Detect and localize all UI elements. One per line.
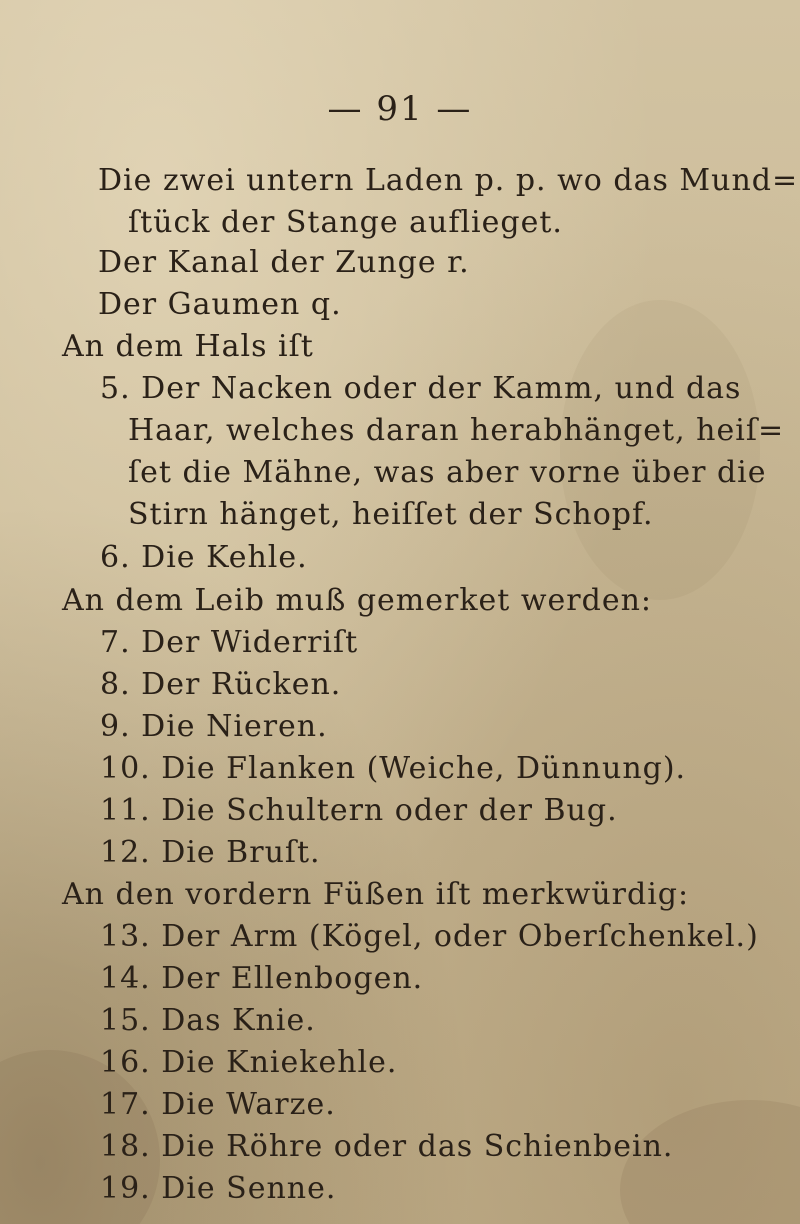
text-line: Der Kanal der Zunge r. (98, 245, 470, 280)
text-line: Der Gaumen q. (98, 287, 342, 322)
page-header: — 91 — (327, 89, 473, 129)
text-line: ſet die Mähne, was aber vorne über die (128, 455, 767, 490)
list-item: 13. Der Arm (Kögel, oder Oberſchenkel.) (100, 919, 759, 954)
list-item: 15. Das Knie. (100, 1003, 316, 1038)
section-heading: An dem Hals iſt (62, 329, 314, 364)
list-item: 16. Die Kniekehle. (100, 1045, 398, 1080)
paper-stain (560, 300, 760, 600)
list-item: 12. Die Bruſt. (100, 835, 321, 870)
text-line: Haar, welches daran herabhänget, heiſ= (128, 413, 785, 448)
list-item: 11. Die Schultern oder der Bug. (100, 793, 618, 828)
list-item: 19. Die Senne. (100, 1171, 337, 1206)
text-line: ſtück der Stange auflieget. (128, 205, 563, 240)
section-heading: An dem Leib muß gemerket werden: (62, 583, 653, 618)
list-item: 17. Die Warze. (100, 1087, 336, 1122)
list-item: 14. Der Ellenbogen. (100, 961, 424, 996)
text-line: Stirn hänget, heiſſet der Schopf. (128, 497, 654, 532)
list-item: 5. Der Nacken oder der Kamm, und das (100, 371, 742, 406)
list-item: 6. Die Kehle. (100, 540, 308, 575)
list-item: 8. Der Rücken. (100, 667, 342, 702)
list-item: 10. Die Flanken (Weiche, Dünnung). (100, 751, 687, 786)
text-line: Die zwei untern Laden p. p. wo das Mund= (98, 163, 799, 198)
list-item: 18. Die Röhre oder das Schienbein. (100, 1129, 674, 1164)
list-item: 9. Die Nieren. (100, 709, 328, 744)
list-item: 7. Der Widerriſt (100, 625, 359, 660)
section-heading: An den vordern Füßen iſt merkwürdig: (62, 877, 690, 912)
